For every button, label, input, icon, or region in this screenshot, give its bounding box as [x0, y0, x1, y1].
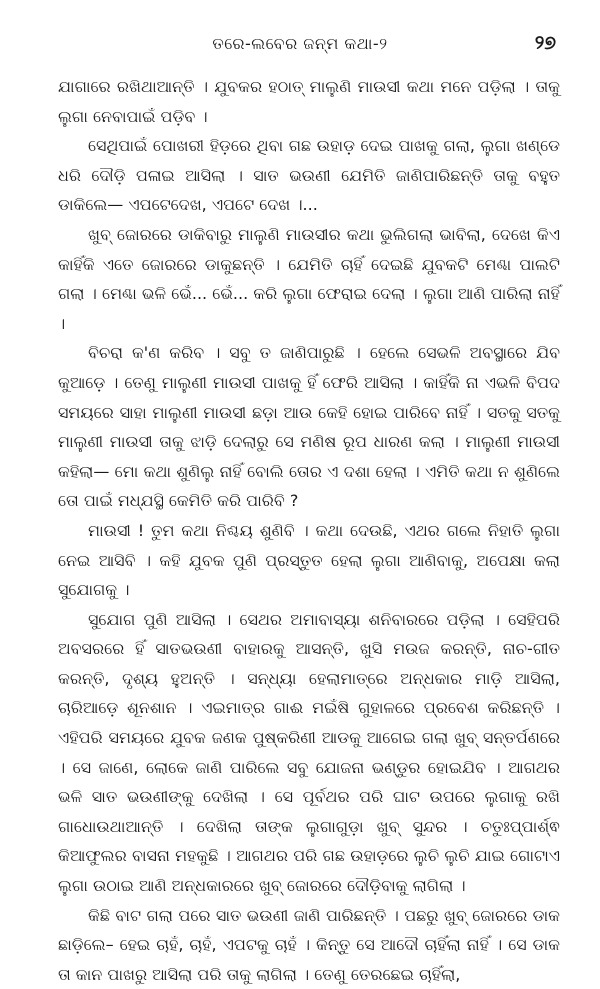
- paragraph: ସୁଯୋଗ ପୁଣି ଆସିଲା । ସେଥର ଅମାବାସ୍ୟା ଶନିବାରରେ ପଡ଼ିଲା । ସେହିପରି ଅବସରରେ ହିଁ ସାତଭଉଣୀ ବାହାରକୁ ଆସନ୍ତି, ଖୁସି ମଉଜ କରନ୍ତି, ନାଚ-ଗୀତ କରନ୍ତି, ଦୃଶ୍ୟ ହୁଅନ୍ତି । ସନ୍ଧ୍ୟା ହେଲାମାତ୍ରେ ଅନ୍ଧକାର ମାଡ଼ି ଆସିଲା, ଚାରିଆଡ଼େ ଶୂନଶାନ । ଏଇମାତ୍ର ଗାଈ ମଇଁଷି ଗୁହାଳରେ ପ୍ରବେଶ କରିଛନ୍ତି । ଏହିପରି ସମୟରେ ଯୁବକ ଜଣକ ପୁଷ୍କରିଣୀ ଆଡକୁ ଆଗେଇ ଗଲା ଖୁବ୍ ସନ୍ତର୍ପଣରେ । ସେ ଜାଣେ, ଲୋକେ ଜାଣି ପାରିଲେ ସବୁ ଯୋଜନା ଭଣ୍ଡୁର ହୋଇଯିବ । ଆଗଥର ଭଳି ସାତ ଭଉଣୀଙ୍କୁ ଦେଖିଲା । ସେ ପୂର୍ବଥର ପରି ଘାଟ ଉପରେ ଲୁଗାକୁ ରଖି ଗାଧୋଉଥାଆନ୍ତି । ଦେଖିଲା ତାଙ୍କ ଲୁଗାଗୁଡ଼ା ଖୁବ୍ ସୁନ୍ଦର । ଚତୁଃପ୍ପାର୍ଶ୍ଵ କିଆଫୁଲର ବାସନା ମହକୁଛି । ଆଗଥର ପରି ଗଛ ଉହାଡ଼ରେ ଲୁଚି ଲୁଚି ଯାଇ ଗୋଟାଏ ଲୁଗା ଉଠାଇ ଆଣି ଅନ୍ଧକାରରେ ଖୁବ୍ ଜୋରରେ ଦୌଡ଼ିବାକୁ ଲାଗିଲା ।: [58, 609, 560, 896]
- body-text: [58, 72, 560, 989]
- paragraph: ବିଚରା କ'ଣ କରିବ । ସବୁ ତ ଜାଣିପାରୁଛି । ହେଲେ ସେଭଳି ଅବସ୍ଥାରେ ଯିବ କୁଆଡ଼େ । ତେଣୁ ମାଲୁଣୀ ମାଉସୀ ପାଖକୁ ହିଁ ଫେରି ଆସିଲା । କାହିଁକି ନା ଏଭଳି ବିପଦ ସମୟରେ ସାହା ମାଲୁଣୀ ମାଉସୀ ଛଡ଼ା ଆଉ କେହି ହୋଇ ପାରିବେ ନାହିଁ । ସତକୁ ସତକୁ ମାଲୁଣୀ ମାଉସୀ ତାକୁ ଝାଡ଼ି ଦେଲାରୁ ସେ ମଣିଷ ରୂପ ଧାରଣ କଲା । ମାଲୁଣୀ ମାଉସୀ କହିଲା— ମୋ କଥା ଶୁଣିଲୁ ନାହିଁ ବୋଲି ତୋର ଏ ଦଶା ହେଲା । ଏମିତି କଥା ନ ଶୁଣିଲେ ତୋ ପାଇଁ ମଧ୍ଯସ୍ଥି କେମିତି କରି ପାରିବି ?: [58, 343, 560, 511]
- page-header: [0, 34, 600, 60]
- paragraph: କିଛି ବାଟ ଗଲା ପରେ ସାତ ଭଉଣୀ ଜାଣି ପାରିଛନ୍ତି । ପଛରୁ ଖୁବ୍ ଜୋରରେ ଡାକ ଛାଡ଼ିଲେ– ହେଇ ଚାହଁ, ଚାହଁ, ଏପଟକୁ ଚାହଁ । କିନ୍ତୁ ସେ ଆଦୌ ଚାହିଁଲା ନାହିଁ । ସେ ଡାକ ତା କାନ ପାଖରୁ ଆସିଲା ପରି ତାକୁ ଲାଗିଲା । ତେଣୁ ତେରଛେଇ ଚାହିଁଲା,: [58, 905, 560, 984]
- paragraph: ମାଉସୀ ! ତୁମ କଥା ନିଶ୍ଚୟ ଶୁଣିବି । କଥା ଦେଉଛି, ଏଥର ଗଲେ ନିହାତି ଲୁଗା ନେଇ ଆସିବି । କହି ଯୁବକ ପୁଣି ପ୍ରସ୍ତୁତ ହେଲା ଲୁଗା ଆଣିବାକୁ, ଅପେକ୍ଷା କଲା ସୁଯୋଗକୁ ।: [58, 520, 560, 600]
- paragraph: ଯାଗାରେ ରଖିଥାଆନ୍ତି । ଯୁବକର ହଠାତ୍ ମାଲୁଣି ମାଉସୀ କଥା ମନେ ପଡ଼ିଲା । ତାକୁ ଲୁଗା ନେବାପାଇଁ ପଡ଼ିବ ।: [58, 77, 560, 126]
- running-title: ତରେ-ଲବେର ଜନ୍ମ କଥା-୨: [212, 34, 388, 53]
- paragraph: ଖୁବ୍ ଜୋରରେ ଡାକିବାରୁ ମାଲୁଣି ମାଉସୀର କଥା ଭୁଲିଗଲା ଭାବିଲା, ଦେଖେ କିଏ କାହିଁକି ଏତେ ଜୋରରେ ଡାକୁଛନ୍ତି । ଯେମିତି ଚାହିଁ ଦେଇଛି ଯୁବକଟି ମେଣ୍ଢା ପାଲଟି ଗଲା । ମେଣ୍ଢା ଭଳି ଭେଁ... ଭେଁ... କରି ଲୁଗା ଫେରାଇ ଦେଲା । ଲୁଗା ଆଣି ପାରିଲା ନାହିଁ ।: [58, 224, 560, 333]
- paragraph: ସେଥିପାଇଁ ପୋଖରୀ ହିଡ଼ରେ ଥିବା ଗଛ ଉହାଡ଼ ଦେଇ ପାଖକୁ ଗଲା, ଲୁଗା ଖଣ୍ଡେ ଧରି ଦୌଡ଼ି ପଳାଇ ଆସିଲା । ସାତ ଭଉଣୀ ଯେମିତି ଜାଣିପାରିଛନ୍ତି ତାକୁ ବହୁତ ଡାକିଲେ— ଏପଟେଦେଖ, ଏପଟେ ଦେଖ ।...: [58, 136, 560, 215]
- page-number: ୨୭: [534, 32, 556, 54]
